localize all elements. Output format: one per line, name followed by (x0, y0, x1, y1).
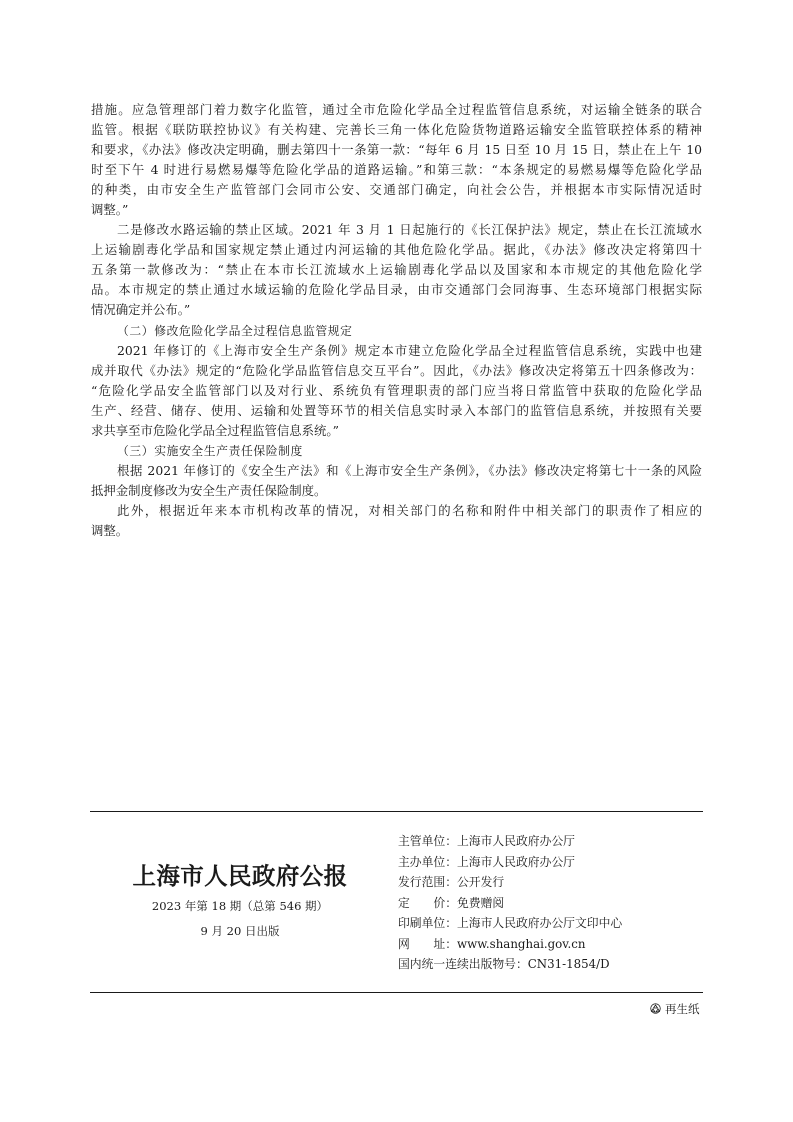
publication-title: 上海市人民政府公报 (132, 862, 348, 890)
colophon-row (398, 954, 708, 975)
colophon-row (398, 872, 708, 893)
colophon-value: 免费赠阅 (457, 895, 505, 910)
bottom-divider (90, 992, 703, 993)
colophon-label: 网 址： (398, 936, 457, 951)
article-body (91, 100, 702, 541)
section-heading: （二）修改危险化学品全过程信息监管规定 (117, 323, 353, 338)
colophon-value: CN31-1854/D (527, 957, 610, 971)
paragraph-line: 2021 年修订的《上海市安全生产条例》规定本市建立危险化学品全过程监管信息系统，实践中也建 (117, 342, 702, 358)
colophon-row (398, 913, 708, 934)
colophon-value: 上海市人民政府办公厅 (457, 854, 575, 869)
colophon-label: 国内统一连续出版物号： (398, 957, 528, 971)
top-divider (90, 811, 703, 812)
colophon-value: 公开发行 (457, 875, 505, 889)
colophon-label: 主管单位： (398, 834, 457, 848)
paragraph-line: 根据 2021 年修订的《安全生产法》和《上海市安全生产条例》，《办法》修改决定将第七十一条的风险 (117, 462, 702, 478)
publication-date: 9 月 20 日出版 (200, 924, 280, 938)
paragraph-line: 情况确定并公布。” (91, 302, 191, 318)
paragraph-line: 抵押金制度修改为安全生产责任保险制度。 (91, 482, 327, 498)
recycle-icon (650, 1002, 661, 1013)
colophon-row (398, 893, 708, 914)
colophon-row (398, 852, 708, 873)
issue-number: 2023 年第 18 期（总第 546 期） (151, 899, 329, 913)
colophon-label: 定 价： (398, 895, 457, 910)
recycled-paper-note (650, 1001, 700, 1017)
colophon-label: 印刷单位： (398, 916, 457, 930)
paragraph-line: 调整。” (91, 202, 129, 218)
paragraph-line: 的种类，由市安全生产监管部门会同市公安、交通部门确定，向社会公告，并根据本市实际情况适时 (91, 182, 702, 198)
paragraph-line: 和要求，《办法》修改决定明确，删去第四十一条第一款：“每年 6 月 15 日至 10 月 15 日，禁止在上午 10 (91, 142, 702, 158)
paragraph-line: 生产、经营、储存、使用、运输和处置等环节的相关信息实时录入本部门的监管信息系统，并按照有关要 (91, 402, 702, 418)
paragraph-line: 此外，根据近年来本市机构改革的情况，对相关部门的名称和附件中相关部门的职责作了相应的 (117, 502, 702, 518)
section-heading: （三）实施安全生产责任保险制度 (117, 443, 303, 458)
colophon-label: 发行范围： (398, 875, 457, 889)
paragraph-line: 上运输剧毒化学品和国家规定禁止通过内河运输的其他危险化学品。据此，《办法》修改决定将第四十 (91, 242, 702, 258)
paragraph-line: “危险化学品安全监管部门以及对行业、系统负有管理职责的部门应当将日常监管中获取的危险化学品 (91, 382, 702, 398)
paragraph-line: 调整。 (91, 522, 129, 538)
paragraph-line: 措施。应急管理部门着力数字化监管，通过全市危险化学品全过程监管信息系统，对运输全链条的联合 (91, 102, 702, 117)
paragraph-line: 二是修改水路运输的禁止区域。2021 年 3 月 1 日起施行的《长江保护法》规定，禁止在长江流域水 (117, 222, 702, 238)
paragraph-line: 时至下午 4 时进行易燃易爆等危险化学品的道路运输。”和第三款：“本条规定的易燃易爆等危险化学品 (91, 162, 702, 178)
colophon-value: 上海市人民政府办公厅 (457, 834, 575, 848)
colophon (398, 831, 708, 975)
website-value: www.shanghai.gov.cn (457, 936, 586, 951)
paragraph-line: 成并取代《办法》规定的“危险化学品监管信息交互平台”。因此，《办法》修改决定将第五十四条修改为： (91, 362, 702, 378)
paragraph-line: 五条第一款修改为：“禁止在本市长江流域水上运输剧毒化学品以及国家和本市规定的其他危险化学 (91, 262, 702, 278)
recycled-paper-label: 再生纸 (665, 1002, 700, 1016)
paragraph-line: 品。本市规定的禁止通过水域运输的危险化学品目录，由市交通部门会同海事、生态环境部门根据实际 (91, 282, 702, 298)
colophon-row (398, 831, 708, 852)
colophon-value: 上海市人民政府办公厅文印中心 (457, 916, 623, 930)
paragraph-line: 监管。根据《联防联控协议》有关构建、完善长三角一体化危险货物道路运输安全监管联控体系的精神 (91, 122, 702, 138)
paragraph-line: 求共享至市危险化学品全过程监管信息系统。” (91, 422, 339, 438)
colophon-row (398, 934, 708, 955)
colophon-label: 主办单位： (398, 854, 457, 869)
